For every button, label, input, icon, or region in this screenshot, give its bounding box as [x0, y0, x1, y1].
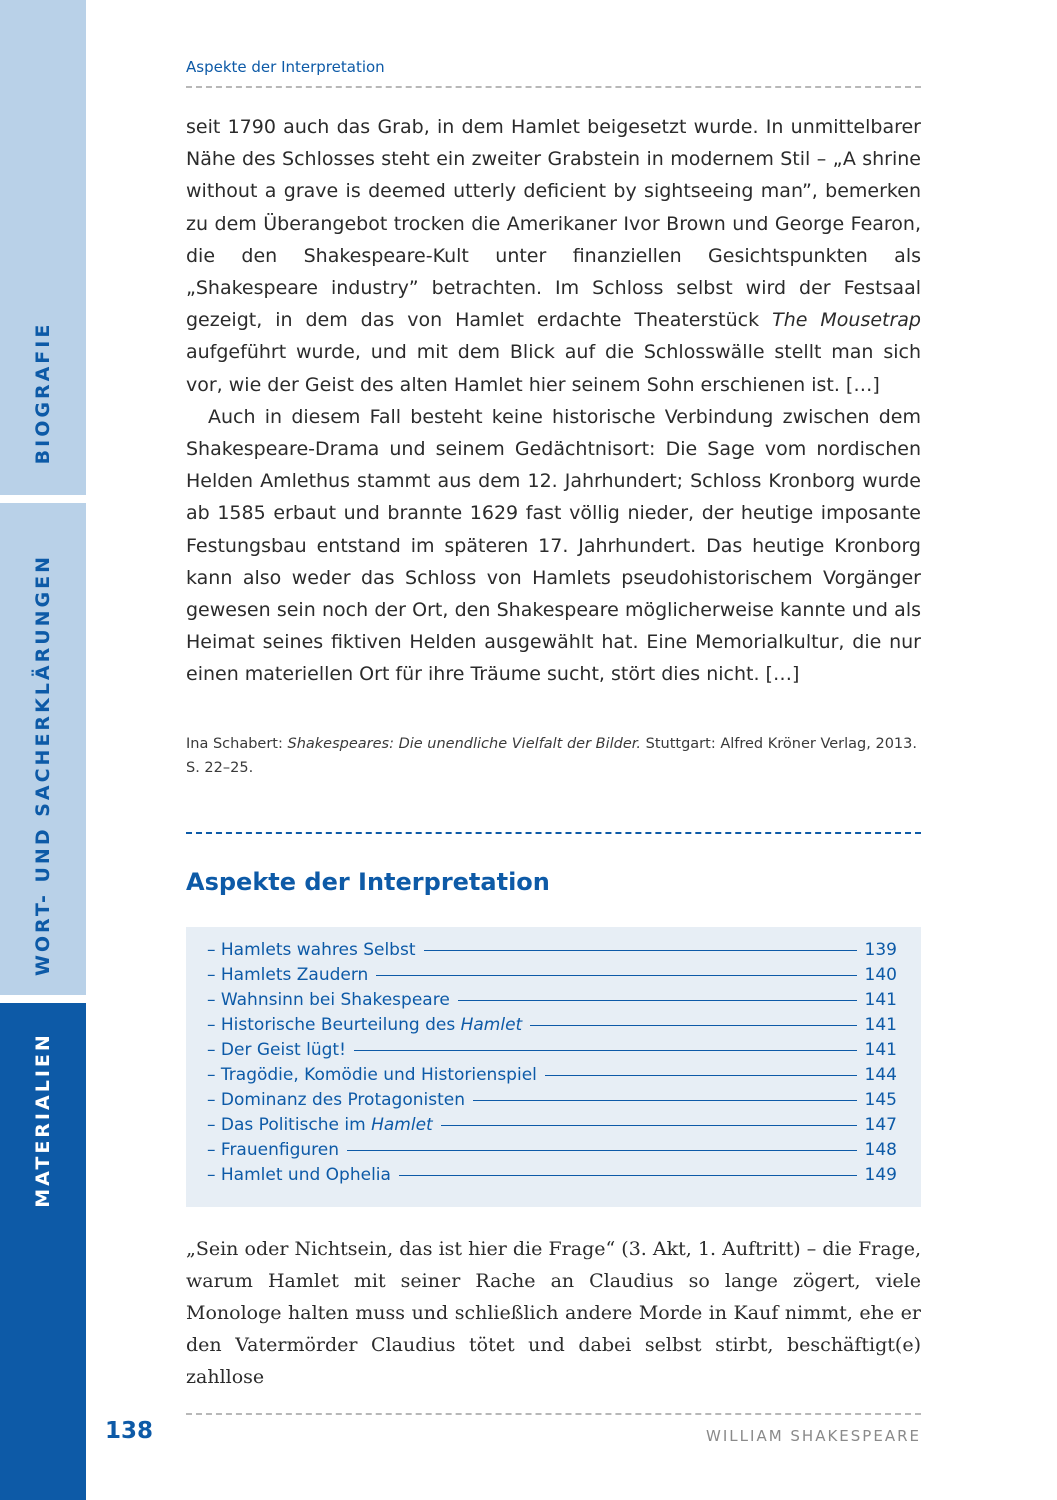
toc-item-label: – Hamlet und Ophelia	[207, 1165, 391, 1185]
toc-item-page: 148	[864, 1140, 897, 1160]
toc-item[interactable]	[207, 940, 897, 965]
toc-leader-line	[399, 1175, 857, 1176]
toc-item-label: – Hamlets Zaudern	[207, 965, 369, 985]
toc-item-label: – Frauenfiguren	[207, 1140, 339, 1160]
tab-wort-und-sacherklaerungen[interactable]	[0, 503, 86, 995]
tab-biografie[interactable]	[0, 0, 86, 495]
section-title: Aspekte der Interpretation	[186, 868, 550, 896]
header-divider	[186, 86, 921, 88]
toc-item[interactable]	[207, 965, 897, 990]
quote-paragraph-2: Auch in diesem Fall besteht keine historische Verbindung zwischen dem Shakespeare-Drama und seinem Gedächtnisort: Die Sage vom nordischen Helden Amlethus stammt aus dem 12. Jahrhundert; Schloss Kronborg wurde ab 1585 erbaut und brannte 1629 fast völlig nieder, der heutige imposante Festungsbau entstand im späteren 17. Jahrhundert. Das heutige Kronborg kann also weder das Schloss von Hamlets pseudohistorischem Vorgänger gewesen sein noch der Ort, den Shakespeare möglicherweise kannte und als Heimat seines fiktiven Helden ausgewählt hat. Eine Memorialkultur, die nur einen materiellen Ort für ihre Träume sucht, stört dies nicht. […]	[186, 405, 921, 686]
toc-item[interactable]	[207, 1090, 897, 1115]
toc-item-label: – Das Politische im Hamlet	[207, 1115, 433, 1135]
toc-item-label: – Dominanz des Protagonisten	[207, 1090, 465, 1110]
source-citation: Ina Schabert: Shakespeares: Die unendliche Vielfalt der Bilder. Stuttgart: Alfred Kröner Verlag, 2013. S. 22–25.	[186, 736, 917, 776]
toc-list	[207, 940, 897, 1190]
quote-passage	[186, 111, 921, 691]
toc-item-page: 141	[864, 1015, 897, 1035]
running-head: Aspekte der Interpretation	[186, 58, 385, 76]
toc-item-label: – Hamlets wahres Selbst	[207, 940, 416, 960]
section-divider	[186, 832, 921, 834]
tab-biografie-label: BIOGRAFIE	[32, 321, 54, 465]
footer-divider	[186, 1413, 921, 1415]
toc-item[interactable]	[207, 1140, 897, 1165]
footer-book-title: WILLIAM SHAKESPEARE	[706, 1427, 921, 1445]
toc-leader-line	[473, 1100, 857, 1101]
tab-materialien[interactable]	[0, 1003, 86, 1500]
toc-leader-line	[545, 1075, 857, 1076]
toc-item-page: 147	[864, 1115, 897, 1135]
toc-leader-line	[376, 975, 856, 976]
toc-item-page: 141	[864, 1040, 897, 1060]
toc-item[interactable]	[207, 1065, 897, 1090]
toc-item[interactable]	[207, 1015, 897, 1040]
toc-box	[186, 927, 921, 1207]
toc-item-page: 139	[864, 940, 897, 960]
toc-leader-line	[458, 1000, 857, 1001]
section-sidebar	[0, 0, 86, 1500]
toc-item-page: 145	[864, 1090, 897, 1110]
toc-item[interactable]	[207, 1115, 897, 1140]
toc-item-page: 140	[864, 965, 897, 985]
toc-item[interactable]	[207, 1040, 897, 1065]
tab-wort-label: WORT- UND SACHERKLÄRUNGEN	[32, 553, 54, 977]
tab-materialien-label: MATERIALIEN	[32, 1032, 54, 1208]
toc-leader-line	[530, 1025, 856, 1026]
quote-italic-title: The Mousetrap	[772, 309, 921, 332]
toc-leader-line	[354, 1050, 857, 1051]
toc-leader-line	[347, 1150, 857, 1151]
toc-item-page: 149	[864, 1165, 897, 1185]
toc-leader-line	[424, 950, 857, 951]
page-number: 138	[105, 1418, 154, 1444]
toc-item-label: – Wahnsinn bei Shakespeare	[207, 990, 450, 1010]
body-paragraph: „Sein oder Nichtsein, das ist hier die Frage“ (3. Akt, 1. Auftritt) – die Frage, warum Hamlet mit seiner Rache an Claudius so lange zögert, viele Monologe halten muss und schließlich andere Morde in Kauf nimmt, ehe er den Vatermörder Claudius tötet und dabei selbst stirbt, beschäftigt(e) zahllose	[186, 1238, 921, 1388]
toc-leader-line	[441, 1125, 857, 1126]
toc-item[interactable]	[207, 990, 897, 1015]
toc-item-label: – Historische Beurteilung des Hamlet	[207, 1015, 523, 1035]
toc-item-page: 141	[864, 990, 897, 1010]
quote-paragraph-1: seit 1790 auch das Grab, in dem Hamlet beigesetzt wurde. In unmittelbarer Nähe des Schlosses steht ein zweiter Grabstein in modernem Stil – „A shrine without a grave is deemed utterly deficient by sightseeing man”, bemerken zu dem Überangebot trocken die Amerikaner Ivor Brown und George Fearon, die den Shakespeare-Kult unter finanziellen Gesichtspunkten als „Shakespeare industry” betrachten. Im Schloss selbst wird der Festsaal gezeigt, in dem das von Hamlet erdachte Theaterstück The Mousetrap aufgeführt wurde, und mit dem Blick auf die Schlosswälle stellt man sich vor, wie der Geist des alten Hamlet hier seinem Sohn erschienen ist. […]	[186, 116, 921, 396]
toc-item-page: 144	[864, 1065, 897, 1085]
toc-item-label: – Tragödie, Komödie und Historienspiel	[207, 1065, 537, 1085]
toc-item-label: – Der Geist lügt!	[207, 1040, 346, 1060]
toc-item[interactable]	[207, 1165, 897, 1190]
